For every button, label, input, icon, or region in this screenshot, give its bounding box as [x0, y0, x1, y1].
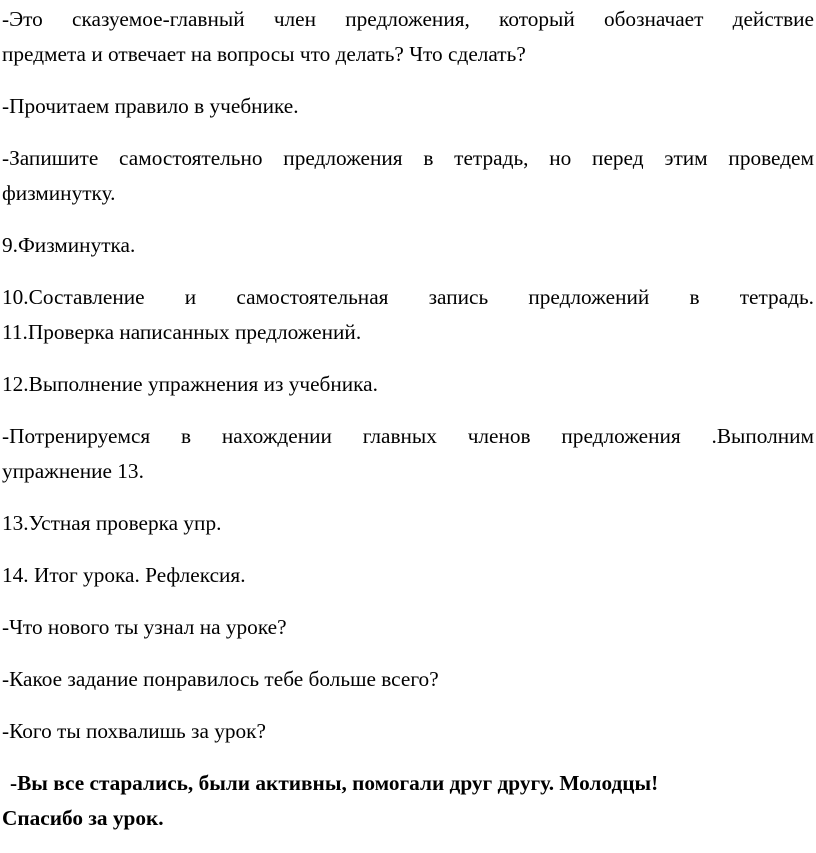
paragraph-question-new: [2, 610, 814, 645]
text-line: -Потренируемся в нахождении главных членов предложения .Выполним: [2, 424, 814, 448]
text-line: предмета и отвечает на вопросы что делать? Что сделать?: [2, 42, 526, 66]
paragraph-step-9: [2, 228, 814, 263]
text-line: -Какое задание понравилось тебе больше всего?: [2, 667, 439, 691]
text-line: 14. Итог урока. Рефлексия.: [2, 563, 246, 587]
text-line: 12.Выполнение упражнения из учебника.: [2, 372, 378, 396]
paragraph-write-sentences: [2, 141, 814, 211]
paragraph-step-14: [2, 558, 814, 593]
text-line: -Запишите самостоятельно предложения в тетрадь, но перед этим проведем: [2, 146, 814, 170]
text-line: -Прочитаем правило в учебнике.: [2, 94, 299, 118]
text-line: 10.Составление и самостоятельная запись предложений в тетрадь.: [2, 285, 814, 309]
text-line: -Что нового ты узнал на уроке?: [2, 615, 287, 639]
text-line: 11.Проверка написанных предложений.: [2, 320, 362, 344]
paragraph-step-10-11: [2, 280, 814, 350]
closing-line: Спасибо за урок.: [2, 806, 164, 830]
paragraph-read-rule: [2, 89, 814, 124]
text-line: -Это сказуемое-главный член предложения, который обозначает действие: [2, 7, 814, 31]
text-line: -Кого ты похвалишь за урок?: [2, 719, 266, 743]
text-line: упражнение 13.: [2, 459, 144, 483]
paragraph-step-13: [2, 506, 814, 541]
text-line: 13.Устная проверка упр.: [2, 511, 222, 535]
paragraph-question-task: [2, 662, 814, 697]
paragraph-predicate-definition: [2, 2, 814, 72]
closing-line: -Вы все старались, были активны, помогали друг другу. Молодцы!: [10, 771, 659, 795]
paragraph-practice: [2, 419, 814, 489]
text-line: 9.Физминутка.: [2, 233, 136, 257]
text-line: физминутку.: [2, 181, 116, 205]
paragraph-closing: [2, 766, 814, 836]
paragraph-step-12: [2, 367, 814, 402]
paragraph-question-praise: [2, 714, 814, 749]
